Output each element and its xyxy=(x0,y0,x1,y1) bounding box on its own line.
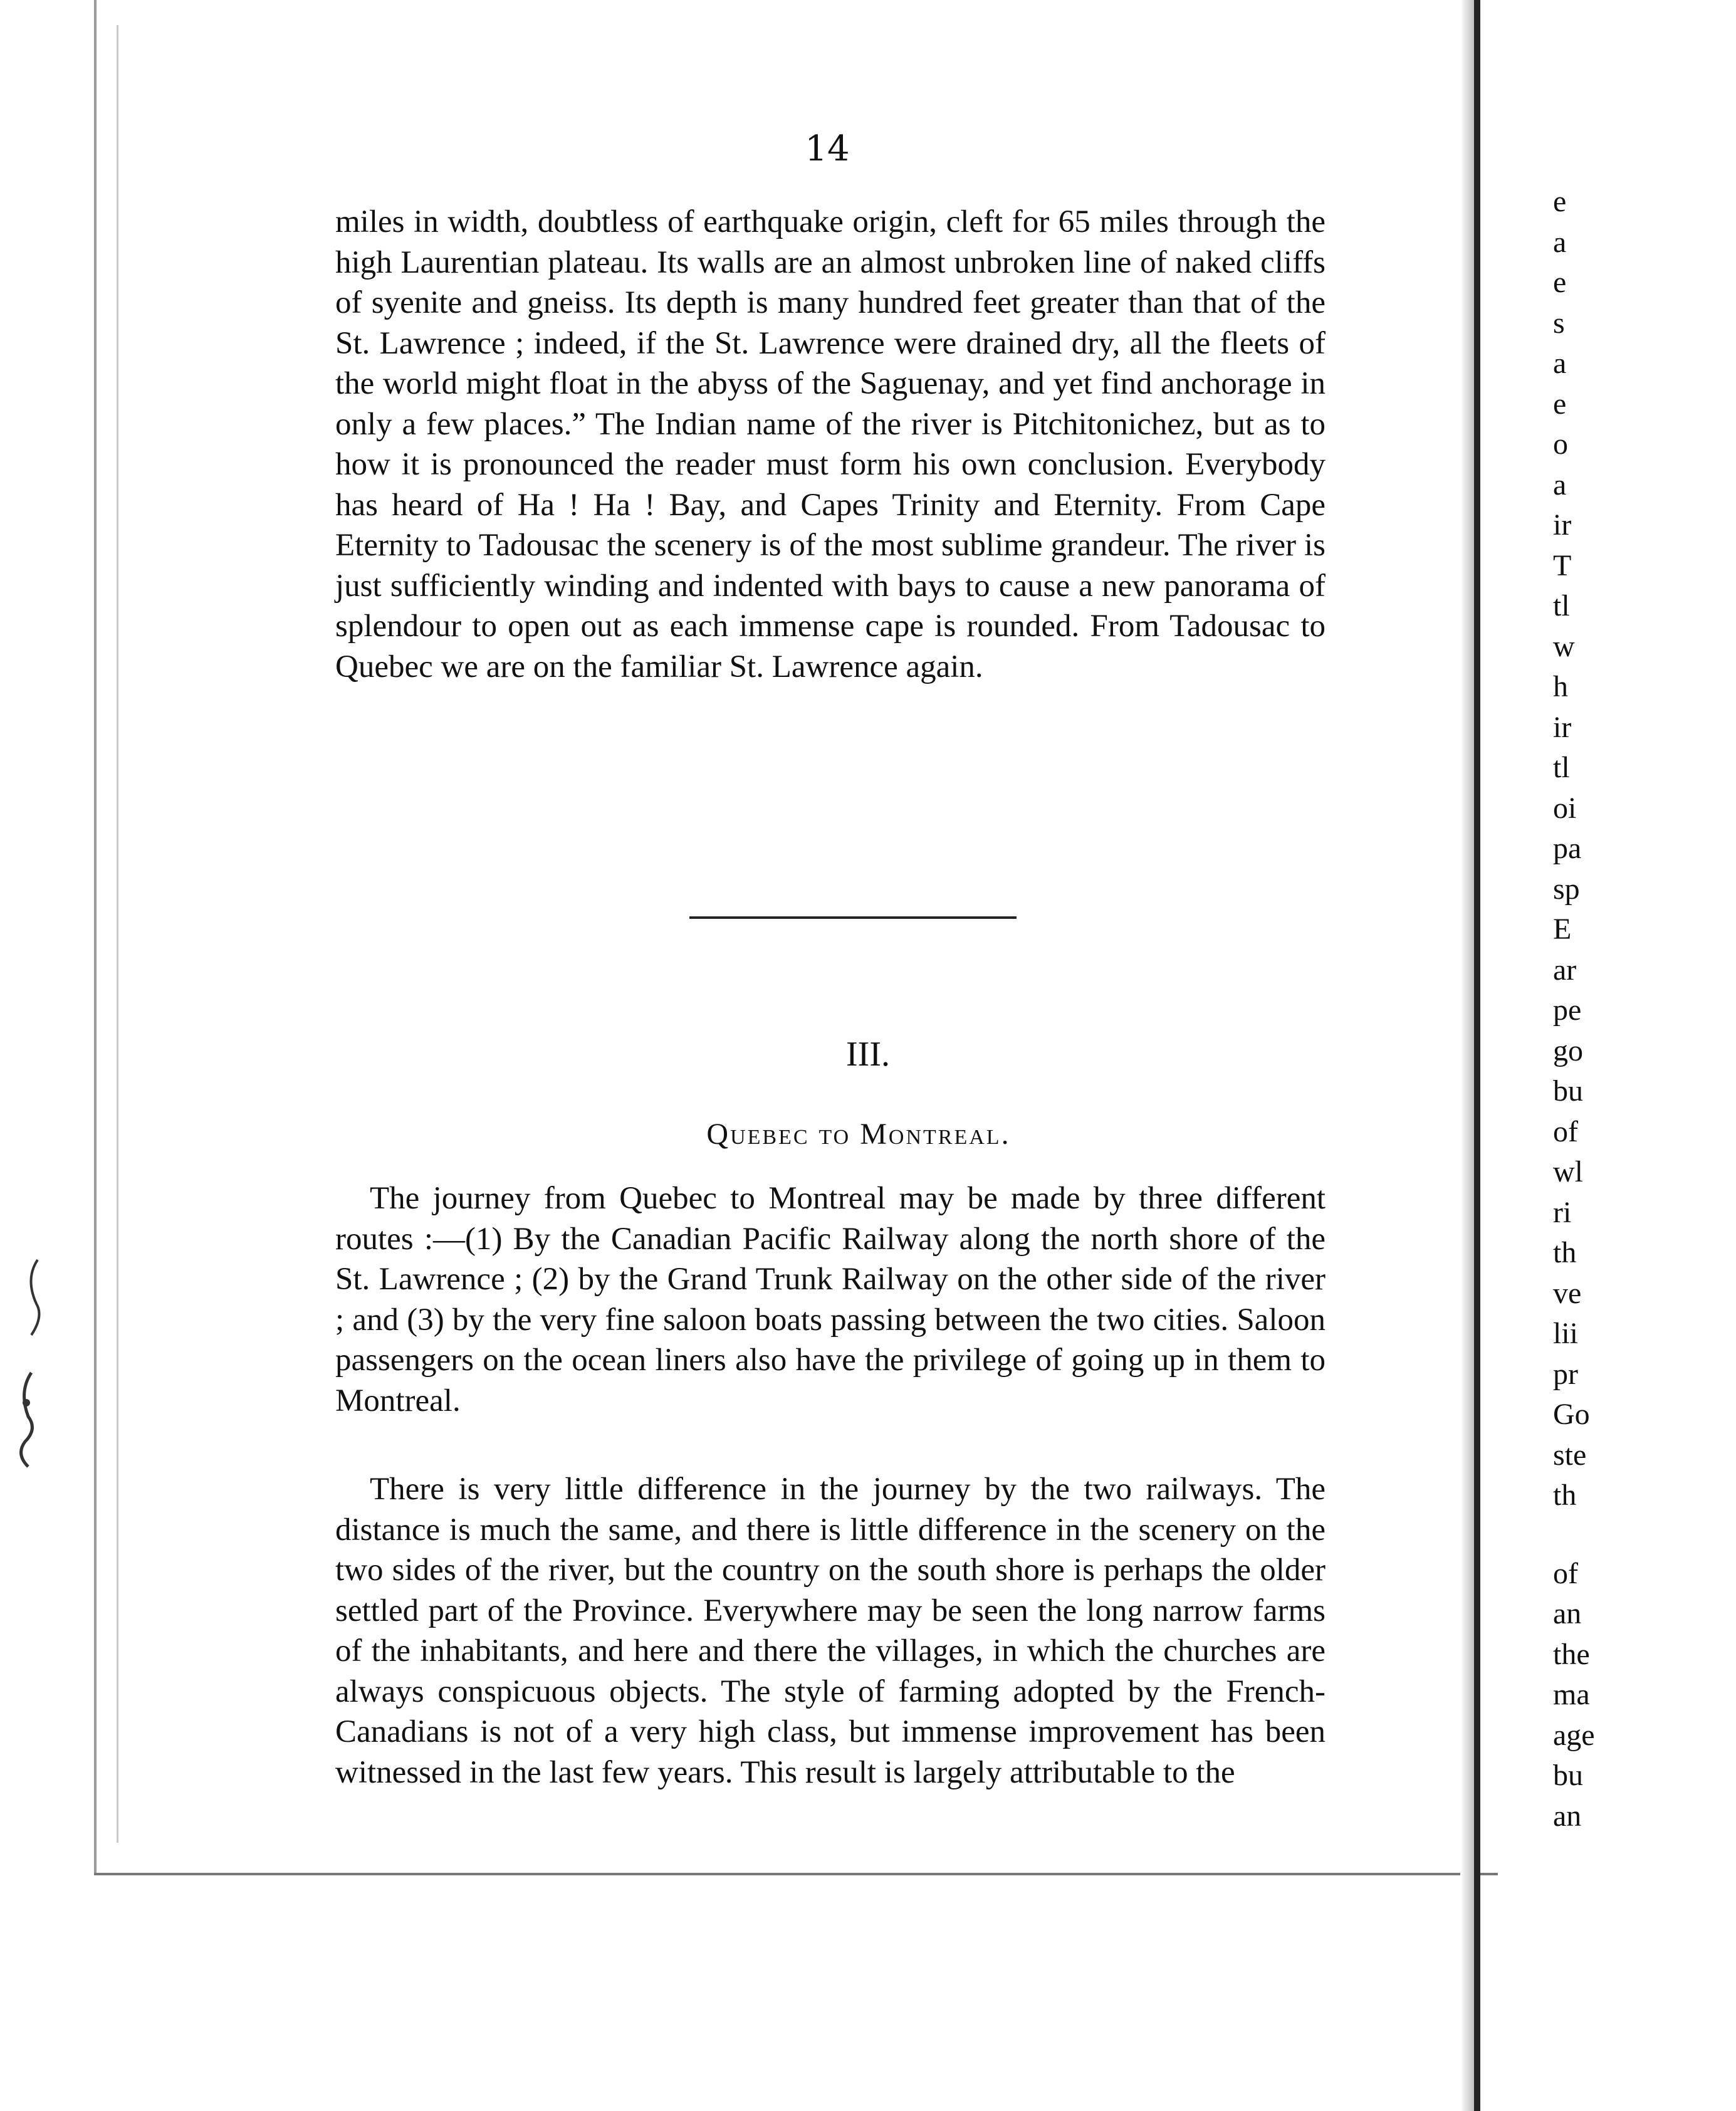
adjacent-fragment: h xyxy=(1553,670,1568,703)
adjacent-fragment: oi xyxy=(1553,791,1577,825)
adjacent-fragment: pe xyxy=(1553,993,1582,1027)
adjacent-fragment: age xyxy=(1553,1718,1595,1752)
adjacent-fragment: the xyxy=(1553,1637,1590,1671)
adjacent-fragment: an xyxy=(1553,1799,1582,1833)
section-title: Quebec to Montreal. xyxy=(706,1118,1011,1151)
adjacent-fragment: ma xyxy=(1553,1678,1590,1711)
adjacent-fragment: s xyxy=(1553,306,1565,340)
adjacent-fragment: an xyxy=(1553,1597,1582,1630)
adjacent-fragment: sp xyxy=(1553,872,1580,906)
adjacent-fragment: ar xyxy=(1553,953,1577,987)
adjacent-fragment: th xyxy=(1553,1479,1577,1512)
adjacent-fragment: a xyxy=(1553,347,1567,380)
binding-thread-marks xyxy=(13,1254,50,1517)
adjacent-fragment: E xyxy=(1553,913,1572,946)
adjacent-fragment: ir xyxy=(1553,710,1572,744)
adjacent-fragment: e xyxy=(1553,387,1567,421)
paragraph-saguenay xyxy=(335,202,1326,687)
adjacent-fragment: ri xyxy=(1553,1195,1572,1229)
page-inner-edge xyxy=(117,25,118,1843)
page-left-edge xyxy=(94,0,97,1874)
adjacent-fragment: o xyxy=(1553,427,1568,461)
adjacent-fragment: tl xyxy=(1553,751,1570,784)
adjacent-page-fragments xyxy=(1553,182,1595,1836)
page-number: 14 xyxy=(805,128,850,169)
adjacent-fragment: lii xyxy=(1553,1317,1579,1350)
adjacent-fragment: w xyxy=(1553,629,1575,663)
paragraph-routes xyxy=(335,1178,1326,1421)
adjacent-fragment: bu xyxy=(1553,1759,1583,1792)
adjacent-fragment: e xyxy=(1553,266,1567,299)
adjacent-fragment: ste xyxy=(1553,1438,1587,1472)
adjacent-fragment: a xyxy=(1553,468,1567,501)
paragraph-text: There is very little difference in the journey by the two railways. The distance is much the same, and there is little difference in the scenery on the two sides of the river, but the country on the south shore is perhaps the older settled part of the Province. Everywhere may be seen the long narrow farms of the inhabitants, and here and there the villages, in which the churches are always conspicuous objects. The style of farming adopted by the French-Canadians is not of a very high class, but immense improvement has been witnessed in the last few years. This result is largely attributable to the xyxy=(335,1472,1326,1790)
adjacent-fragment: bu xyxy=(1553,1074,1583,1108)
adjacent-fragment: a xyxy=(1553,225,1567,259)
adjacent-fragment: of xyxy=(1553,1114,1578,1148)
adjacent-fragment: ir xyxy=(1553,508,1572,542)
paragraph-text: The journey from Quebec to Montreal may be made by three different routes :—(1) By the Canadian Pacific Railway along the north shore of the St. Lawrence ; (2) by the Grand Trunk Railway on the other side of the river ; and (3) by the very fine saloon boats passing between the two cities. Saloon passengers on the ocean liners also have the privilege of going up in them to Montreal. xyxy=(335,1181,1326,1418)
adjacent-fragment: th xyxy=(1553,1236,1577,1269)
adjacent-fragment: of xyxy=(1553,1556,1578,1590)
page-bottom-edge xyxy=(94,1873,1498,1875)
adjacent-fragment: pa xyxy=(1553,832,1582,865)
adjacent-fragment: T xyxy=(1553,548,1572,582)
adjacent-fragment: wl xyxy=(1553,1155,1583,1188)
adjacent-fragment: Go xyxy=(1553,1398,1590,1431)
adjacent-fragment: ve xyxy=(1553,1276,1582,1310)
paragraph-text: miles in width, doubtless of earthquake origin, cleft for 65 miles through the high Laurentian plateau. Its walls are an almost unbroken line of naked cliffs of syenite and gneiss. Its depth is many hundred feet greater than that of the St. Lawrence ; indeed, if the St. Lawrence were drained dry, all the fleets of the world might float in the abyss of the Saguenay, and yet find anchorage in only a few places.” The Indian name of the river is Pitchitonichez, but as to how it is pronounced the reader must form his own conclusion. Everybody has heard of Ha ! Ha ! Bay, and Capes Trinity and Eternity. From Cape Eternity to Tadousac the scenery is of the most sublime grandeur. The river is just sufficiently winding and indented with bays to cause a new panorama of splendour to open out as each immense cape is rounded. From Tadousac to Quebec we are on the familiar St. Lawrence again. xyxy=(335,204,1326,684)
section-divider xyxy=(689,916,1017,919)
adjacent-fragment: tl xyxy=(1553,589,1570,622)
adjacent-fragment: pr xyxy=(1553,1357,1578,1391)
section-number: III. xyxy=(846,1035,890,1074)
adjacent-fragment: go xyxy=(1553,1034,1583,1067)
paragraph-railways xyxy=(335,1469,1326,1793)
adjacent-fragment: e xyxy=(1553,185,1567,218)
